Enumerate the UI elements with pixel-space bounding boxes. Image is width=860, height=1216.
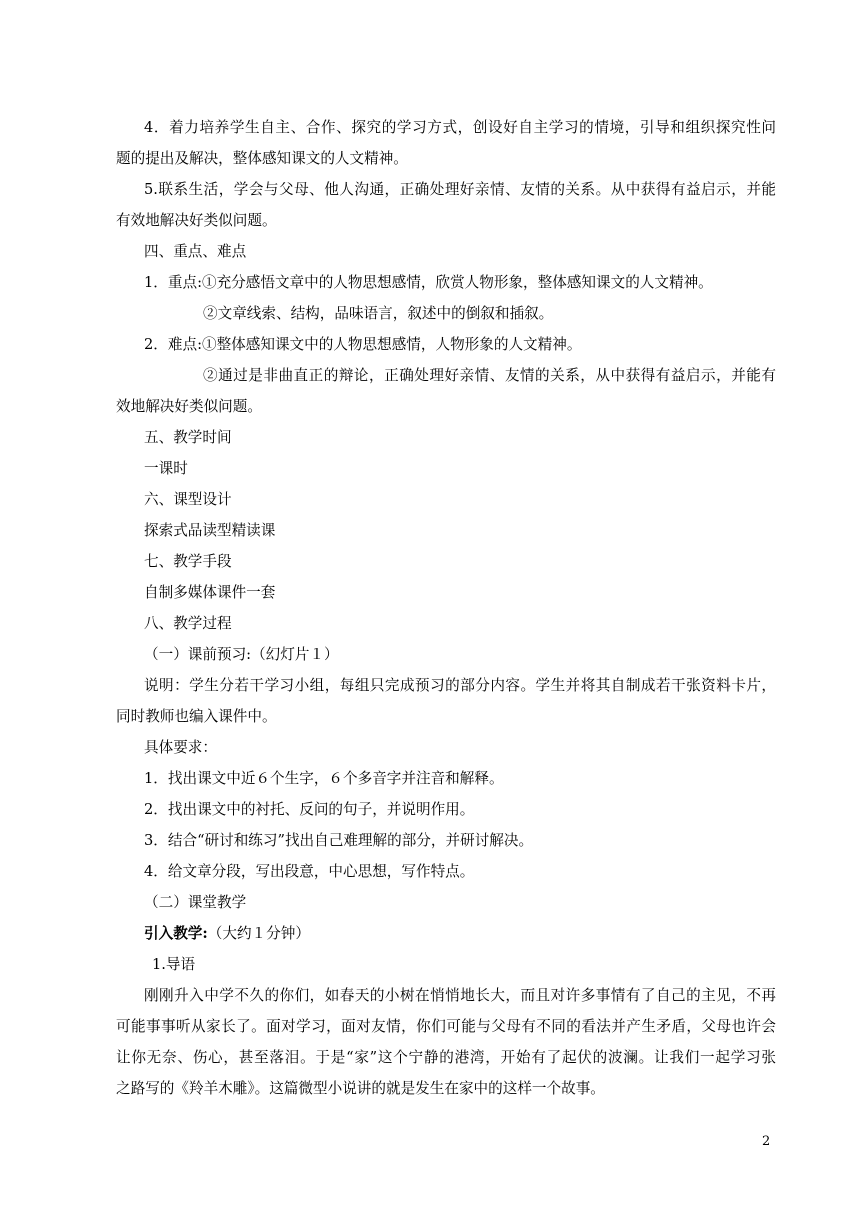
teaching-time: 一课时 [144, 460, 188, 477]
requirement-1: 1．找出课文中近６个生字，６个多音字并注音和解释。 [144, 770, 504, 787]
requirements-heading: 具体要求： [144, 739, 217, 756]
requirement-4: 4．给文章分段，写出段意，中心思想，写作特点。 [144, 863, 475, 880]
intro-teaching-line [144, 924, 804, 944]
lesson-type: 探索式品读型精读课 [144, 522, 276, 539]
classroom-teaching-heading: （二）课堂教学 [144, 894, 247, 911]
lead-in-line-2: 可能事事听从家长了。面对学习，面对友情，你们可能与父母有不同的看法并产生矛盾，父母也许会 [116, 1018, 776, 1035]
objective-5-line-2: 有效地解决好类似问题。 [116, 212, 277, 229]
section-4-heading: 四、重点、难点 [144, 243, 247, 260]
difficulty-1: 2．难点:①整体感知课文中的人物思想感情，人物形象的人文精神。 [144, 336, 582, 353]
section-7-heading: 七、教学手段 [144, 553, 232, 570]
lead-in-line-4: 之路写的《羚羊木雕》。这篇微型小说讲的就是发生在家中的这样一个故事。 [116, 1080, 605, 1097]
section-6-heading: 六、课型设计 [144, 491, 232, 508]
preview-heading: （一）课前预习:（幻灯片１） [144, 646, 339, 663]
explanation-line-2: 同时教师也编入课件中。 [116, 708, 277, 725]
section-5-heading: 五、教学时间 [144, 429, 232, 446]
objective-5-line-1: 5.联系生活，学会与父母、他人沟通，正确处理好亲情、友情的关系。从中获得有益启示，并能 [144, 181, 776, 198]
key-point-2: ②文章线索、结构，品味语言，叙述中的倒叙和插叙。 [203, 305, 554, 322]
lead-in-line-1: 刚刚升入中学不久的你们，如春天的小树在悄悄地长大，而且对许多事情有了自己的主见，不再 [144, 987, 776, 1004]
requirement-2: 2．找出课文中的衬托、反问的句子，并说明作用。 [144, 801, 475, 818]
requirement-3: 3．结合“研讨和练习”找出自己难理解的部分，并研讨解决。 [144, 832, 534, 849]
objective-4-line-2: 题的提出及解决，整体感知课文的人文精神。 [116, 150, 408, 167]
intro-teaching-label: 引入教学: [144, 925, 208, 942]
difficulty-2-line-1: ②通过是非曲直正的辩论，正确处理好亲情、友情的关系，从中获得有益启示，并能有 [203, 367, 776, 384]
lead-in-line-3: 让你无奈、伤心，甚至落泪。于是“家”这个宁静的港湾，开始有了起伏的波澜。让我们一起学习张 [116, 1049, 776, 1066]
intro-teaching-duration: （大约１分钟） [207, 925, 310, 942]
section-8-heading: 八、教学过程 [144, 615, 232, 632]
key-point-1: 1．重点:①充分感悟文章中的人物思想感情，欣赏人物形象，整体感知课文的人文精神。 [144, 274, 713, 291]
lead-in-heading: 1.导语 [152, 956, 196, 973]
objective-4-line-1: 4．着力培养学生自主、合作、探究的学习方式，创设好自主学习的情境，引导和组织探究性问 [144, 119, 776, 136]
explanation-line-1: 说明：学生分若干学习小组，每组只完成预习的部分内容。学生并将其自制成若干张资料卡片， [144, 677, 776, 694]
page-number: 2 [762, 1134, 771, 1149]
difficulty-2-line-2: 效地解决好类似问题。 [116, 398, 262, 415]
teaching-means: 自制多媒体课件一套 [144, 584, 276, 601]
